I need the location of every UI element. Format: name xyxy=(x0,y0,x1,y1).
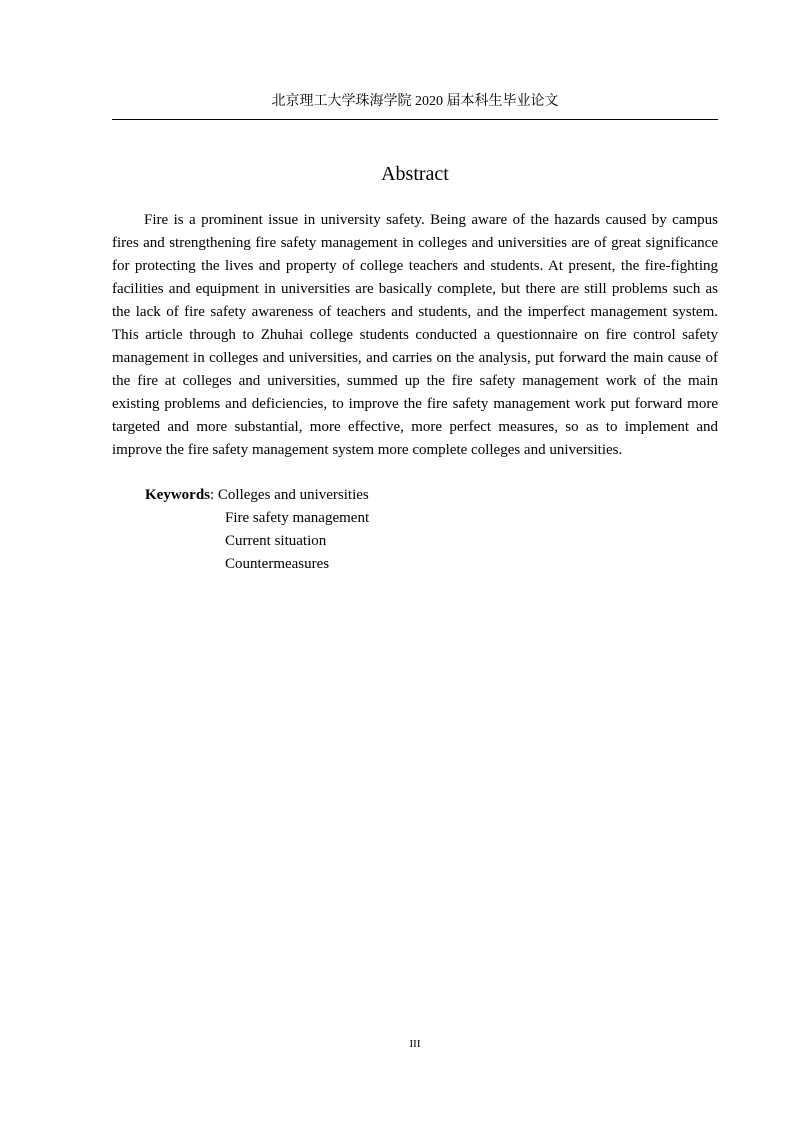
keyword-item-2: Fire safety management xyxy=(225,510,370,526)
page-number: III xyxy=(409,1038,421,1050)
running-header: 北京理工大学珠海学院 2020 届本科生毕业论文 xyxy=(271,94,559,109)
keywords-separator: : xyxy=(210,487,218,503)
abstract-title: Abstract xyxy=(381,163,449,185)
keyword-item-3: Current situation xyxy=(225,533,327,549)
keyword-item-4: Countermeasures xyxy=(225,556,330,572)
keywords-line xyxy=(112,484,718,507)
keyword-item-1: Colleges and universities xyxy=(217,487,369,503)
header-rule xyxy=(112,119,718,120)
abstract-body: Fire is a prominent issue in university safety. Being aware of the hazards caused by campus fires and strengthening fire safety management in colleges and universities are of great significance for protecting the lives and property of college teachers and students. At present, the fire-fighting facilities and equipment in universities are basically complete, but there are still problems such as the lack of fire safety awareness of teachers and students, and the imperfect management system. This article through to Zhuhai college students conducted a questionnaire on fire control safety management in colleges and universities, and carries on the analysis, put forward the main cause of the fire at colleges and universities, summed up the fire safety management work of the main existing problems and deficiencies, to improve the fire safety management work put forward more targeted and more substantial, more effective, more perfect measures, so as to implement and improve the fire safety management system more complete colleges and universities. xyxy=(112,212,718,458)
keywords-label: Keywords xyxy=(145,487,210,503)
keywords-block xyxy=(112,484,718,576)
